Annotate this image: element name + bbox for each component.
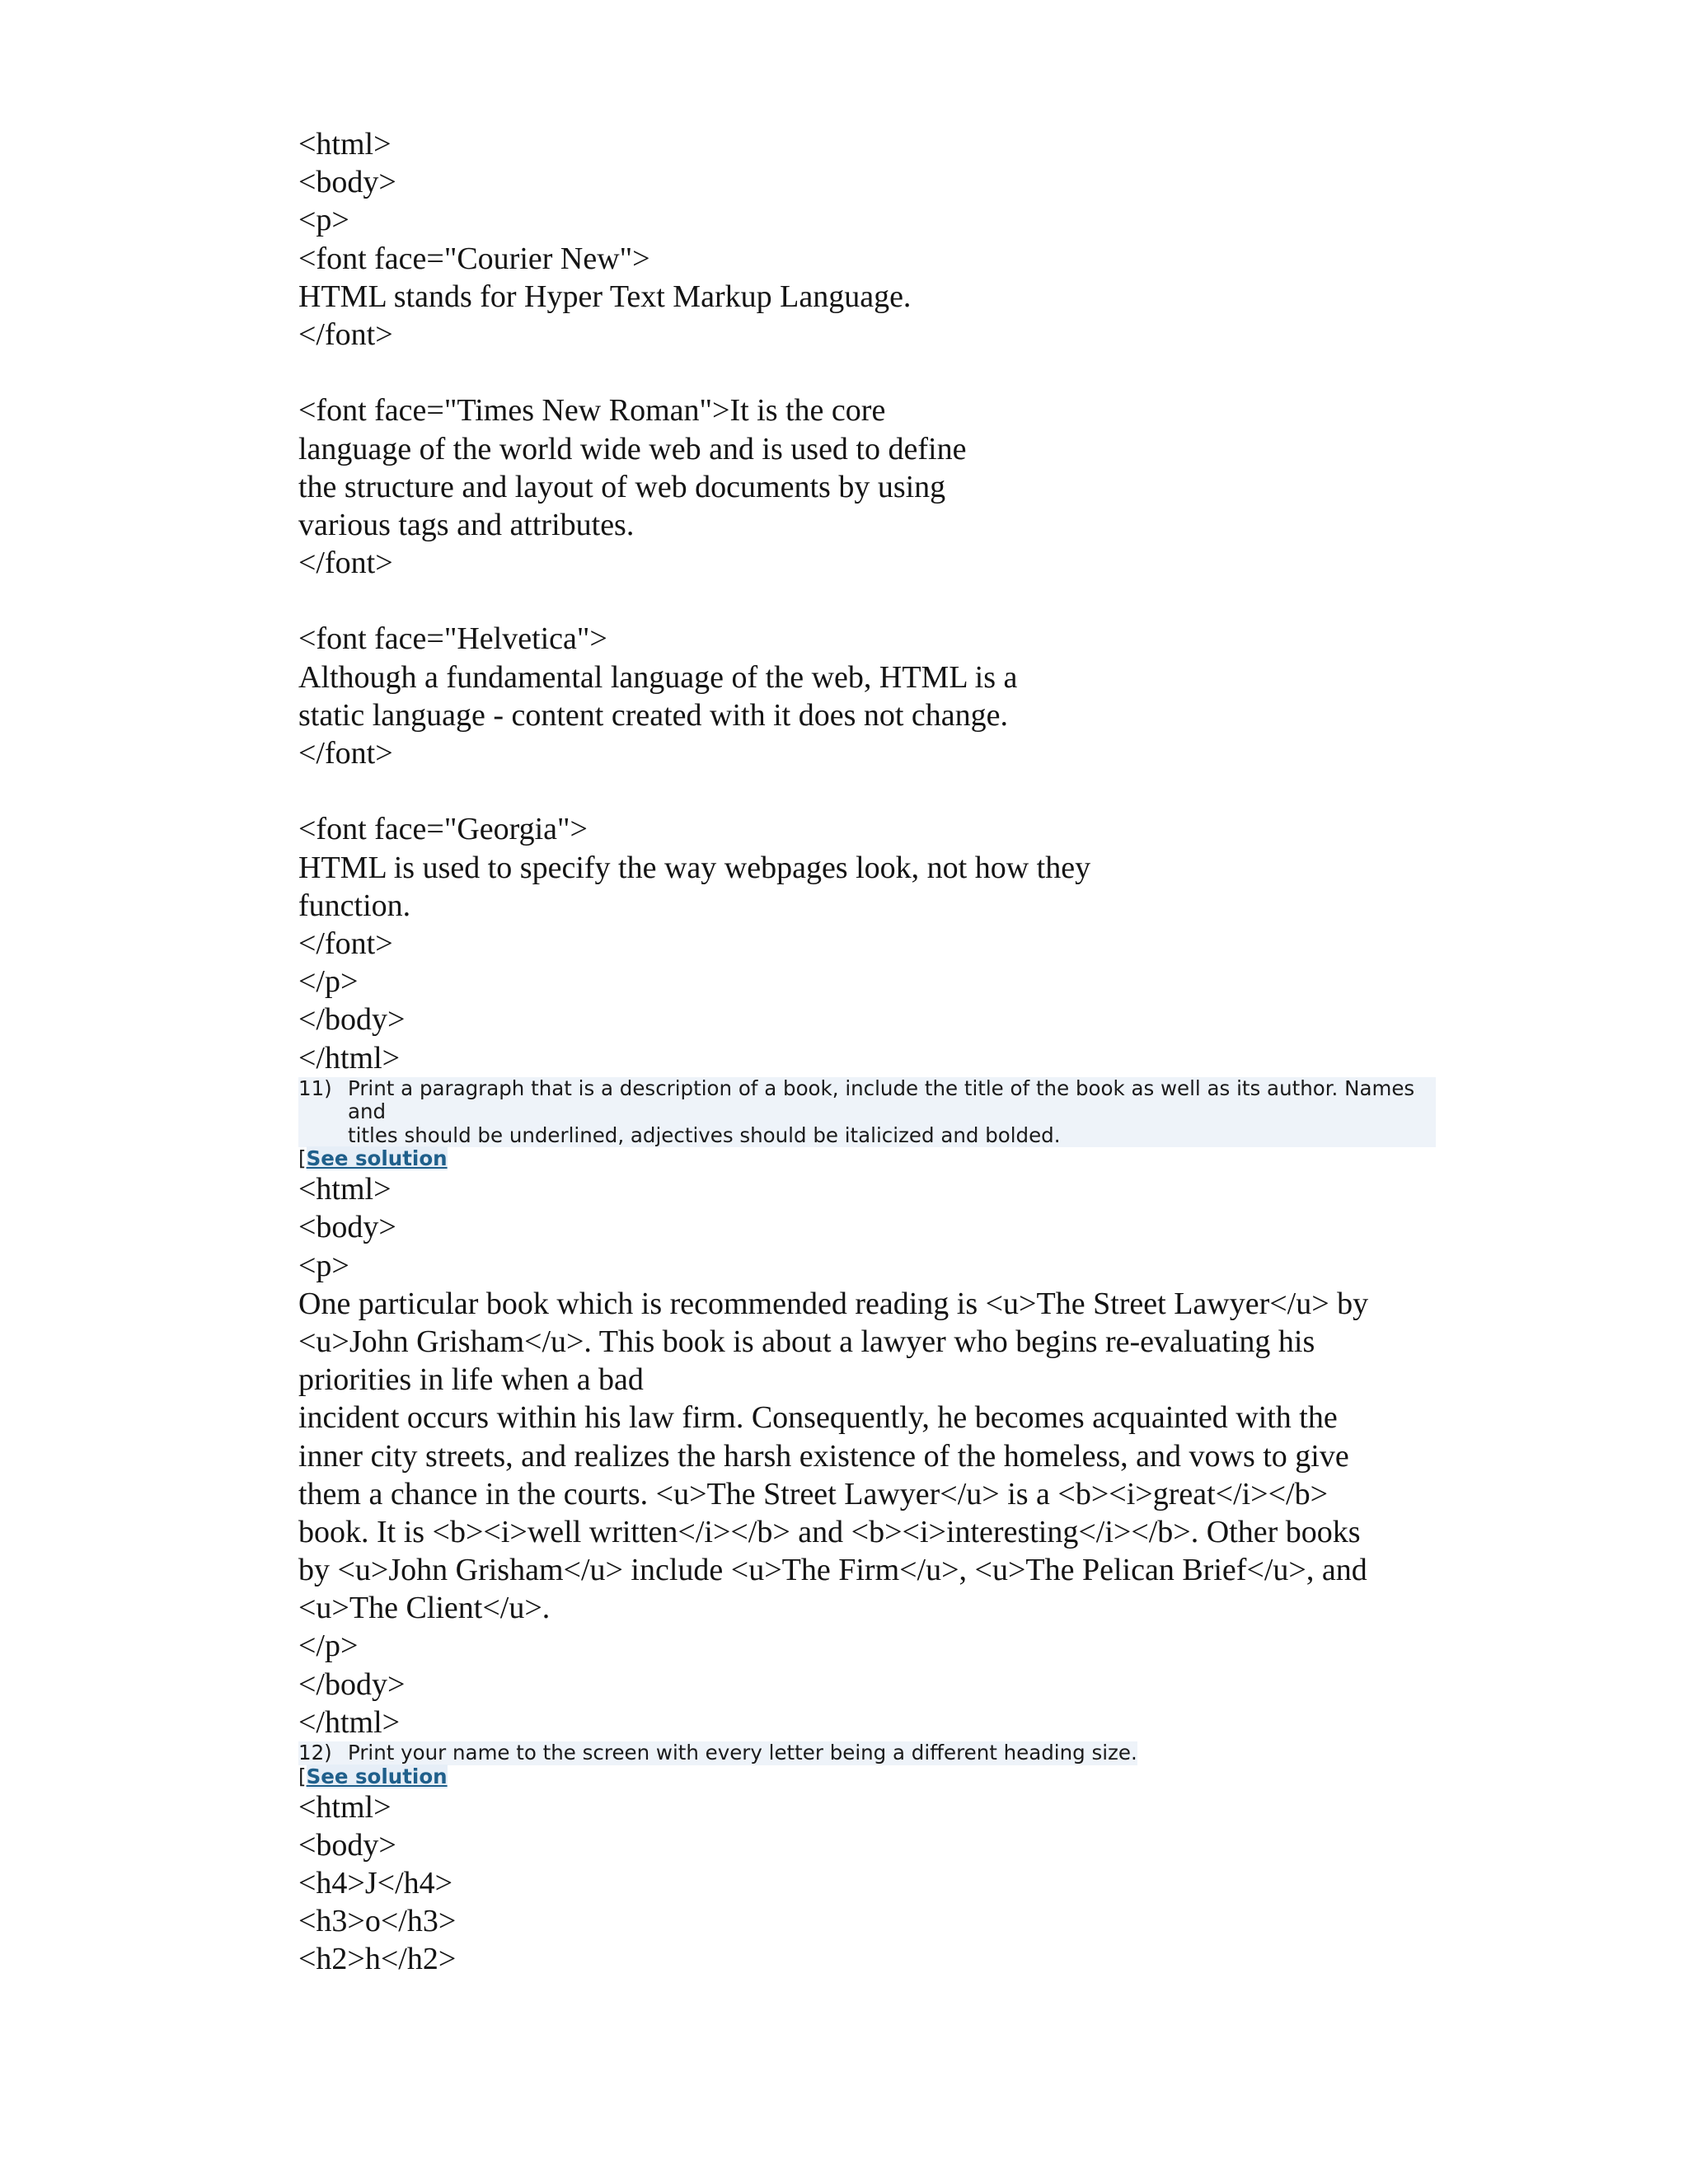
code-line: <h3>o</h3> xyxy=(298,1904,457,1939)
see-solution-link[interactable]: See solution xyxy=(306,1146,448,1171)
code-line: HTML stands for Hyper Text Markup Language. xyxy=(298,279,912,314)
question-text-line-1: Print your name to the screen with every letter being a different heading size. xyxy=(348,1741,1137,1765)
code-line: </html> xyxy=(298,1704,401,1740)
code-line: <h2>h</h2> xyxy=(298,1942,457,1977)
code-line: by <u>John Grisham</u> include <u>The Firm</u>, <u>The Pelican Brief</u>, and xyxy=(298,1553,1367,1588)
question-12 xyxy=(298,1741,1436,1765)
code-line: </p> xyxy=(298,964,359,1000)
code-line: the structure and layout of web documents by using xyxy=(298,469,946,504)
code-line: <html> xyxy=(298,127,392,162)
question-number: 12) xyxy=(298,1741,348,1765)
open-bracket: [ xyxy=(298,1764,307,1788)
code-line: book. It is <b><i>well written</i></b> and <b><i>interesting</i></b>. Other books xyxy=(298,1514,1361,1549)
code-line: </body> xyxy=(298,1002,406,1038)
code-line: </font> xyxy=(298,736,393,771)
code-block-book-paragraph xyxy=(298,1170,1436,1741)
question-text-line-2: titles should be underlined, adjectives should be italicized and bolded. xyxy=(348,1122,1061,1147)
code-line xyxy=(298,772,1436,810)
code-line xyxy=(298,354,1436,391)
code-line: <h4>J</h4> xyxy=(298,1865,453,1900)
code-line: <p> xyxy=(298,203,349,238)
code-line: <body> xyxy=(298,1827,396,1863)
question-text-line-1: Print a paragraph that is a description of a book, include the title of the book as well as its author. Names and xyxy=(348,1076,1415,1124)
code-line: <u>John Grisham</u>. This book is about a lawyer who begins re-evaluating his xyxy=(298,1324,1315,1359)
code-line: <font face="Courier New"> xyxy=(298,241,650,276)
code-line: <html> xyxy=(298,1172,392,1207)
code-line: HTML is used to specify the way webpages look, not how they xyxy=(298,850,1091,885)
open-bracket: [ xyxy=(298,1146,307,1171)
code-line: <body> xyxy=(298,165,396,200)
code-line: function. xyxy=(298,888,411,923)
code-line: <font face="Times New Roman">It is the core xyxy=(298,393,886,429)
code-line: </font> xyxy=(298,316,393,352)
code-line: language of the world wide web and is used to define xyxy=(298,431,967,466)
code-line: Although a fundamental language of the web, HTML is a xyxy=(298,659,1018,695)
code-line: various tags and attributes. xyxy=(298,507,635,542)
code-line: </font> xyxy=(298,546,393,581)
solution-link-row xyxy=(298,1147,1436,1170)
code-line: </font> xyxy=(298,926,393,961)
question-11 xyxy=(298,1077,1436,1148)
code-line: <font face="Georgia"> xyxy=(298,812,588,847)
code-line: priorities in life when a bad xyxy=(298,1362,644,1398)
code-line: </body> xyxy=(298,1666,406,1702)
code-line: <p> xyxy=(298,1248,349,1283)
code-line: </html> xyxy=(298,1040,401,1076)
code-line: <html> xyxy=(298,1789,392,1825)
document-page xyxy=(298,125,1436,1978)
code-block-heading-name xyxy=(298,1788,1436,1979)
question-number: 11) xyxy=(298,1077,348,1148)
see-solution-link[interactable]: See solution xyxy=(306,1764,448,1788)
code-line: <body> xyxy=(298,1210,396,1245)
code-line: <u>The Client</u>. xyxy=(298,1591,551,1626)
code-line: inner city streets, and realizes the harsh existence of the homeless, and vows to give xyxy=(298,1438,1349,1474)
code-line: <font face="Helvetica"> xyxy=(298,621,607,657)
solution-link-row xyxy=(298,1765,1436,1788)
code-line: them a chance in the courts. <u>The Street Lawyer</u> is a <b><i>great</i></b> xyxy=(298,1476,1329,1511)
code-block-font-faces xyxy=(298,125,1436,1077)
code-line: static language - content created with it does not change. xyxy=(298,697,1009,733)
code-line xyxy=(298,582,1436,620)
code-line: incident occurs within his law firm. Consequently, he becomes acquainted with the xyxy=(298,1400,1338,1436)
code-line: One particular book which is recommended reading is <u>The Street Lawyer</u> by xyxy=(298,1286,1369,1321)
code-line: </p> xyxy=(298,1629,359,1664)
